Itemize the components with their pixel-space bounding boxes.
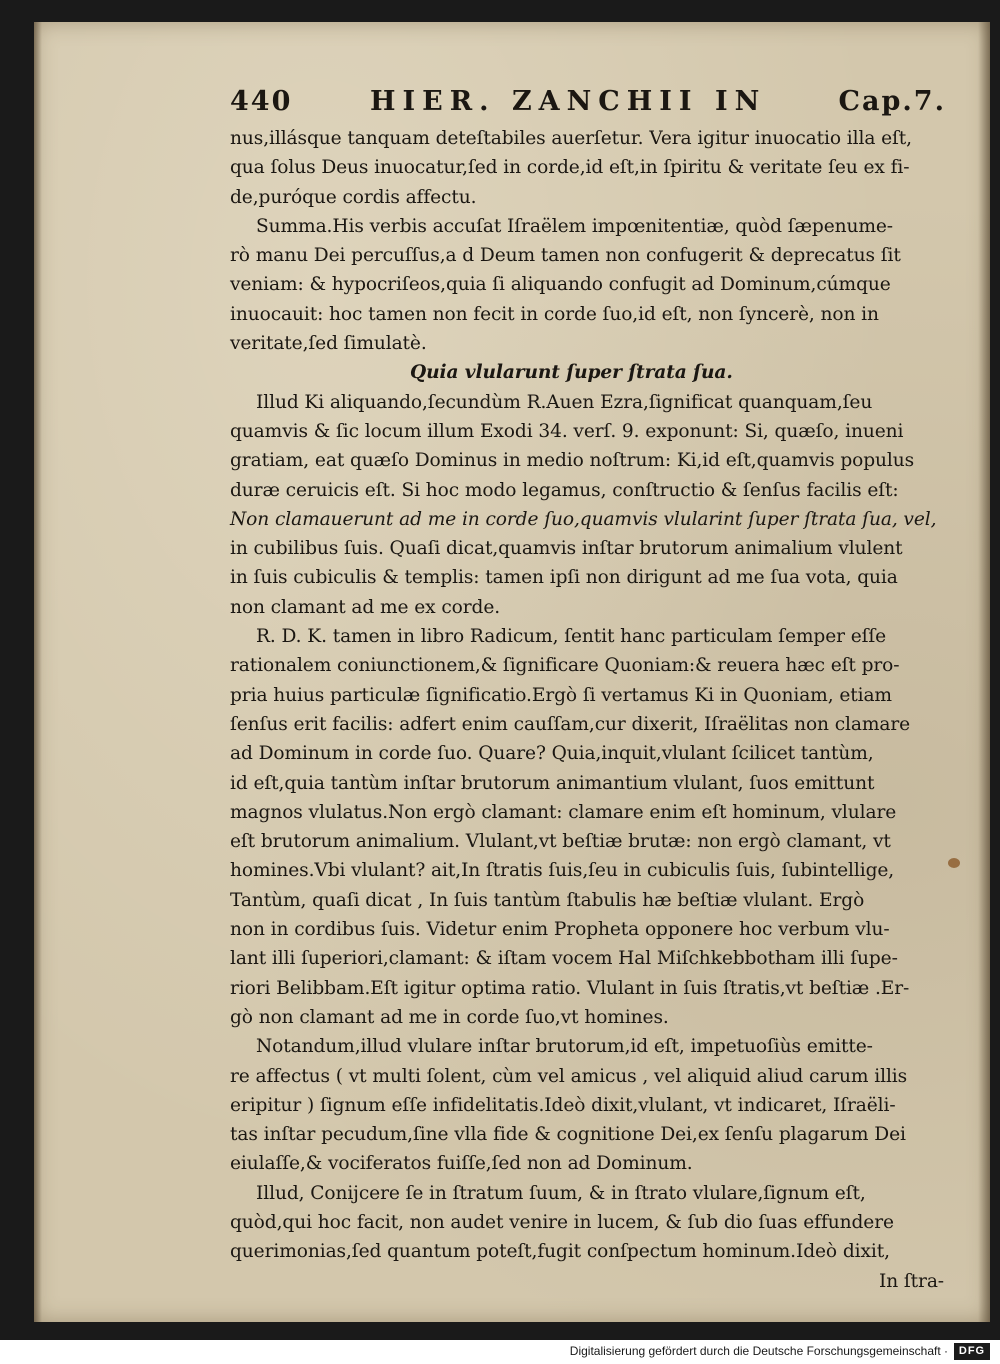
body-text	[230, 124, 950, 1296]
text-line: Illud, Conijcere ſe in ſtratum ſuum, & in ſtrato vlulare,ſignum eſt,	[256, 1182, 866, 1204]
text-line: duræ ceruicis eſt. Si hoc modo legamus, conſtructio & ſenſus facilis eſt:	[230, 479, 899, 501]
text-line: non clamant ad me ex corde.	[230, 596, 501, 618]
text-line: de,puróque cordis affectu.	[230, 186, 477, 208]
running-title: HIER. ZANCHII IN	[370, 86, 767, 117]
text-line: homines.Vbi vlulant? ait,In ſtratis ſuis,ſeu in cubiculis ſuis, ſubintellige,	[230, 860, 895, 882]
text-line: qua ſolus Deus inuocatur,ſed in corde,id eſt,in ſpiritu & veritate ſeu ex fi-	[230, 157, 910, 179]
page-edge-shadow	[978, 22, 990, 1322]
text-line: veniam: & hypocriſeos,quia ſi aliquando confugit ad Dominum,cúmque	[230, 274, 891, 296]
text-line: inuocauit: hoc tamen non fecit in corde ſuo,id eſt, non ſyncerè, non in	[230, 303, 879, 325]
text-line: gò non clamant ad me in corde ſuo,vt homines.	[230, 1006, 669, 1028]
text-line: id eſt,quia tantùm inſtar brutorum animantium vlulant, ſuos emittunt	[230, 772, 875, 794]
chapter-label: Cap.7.	[838, 86, 946, 117]
text-line: R. D. K. tamen in libro Radicum, ſentit hanc particulam ſemper eſſe	[256, 626, 887, 648]
text-line: Summa.His verbis accuſat Iſraëlem impœnitentiæ, quòd ſæpenume-	[256, 215, 893, 237]
text-line: re affectus ( vt multi ſolent, cùm vel amicus , vel aliquid aliud carum illis	[230, 1065, 908, 1087]
text-line: rationalem coniunctionem,& ſignificare Quoniam:& reuera hæc eſt pro-	[230, 655, 900, 677]
text-line: eripitur ) ſignum eſſe infidelitatis.Ideò dixit,vlulant, vt indicaret, Iſraëli-	[230, 1094, 896, 1116]
text-line: querimonias,ſed quantum poteſt,fugit conſpectum hominum.Ideò dixit,	[230, 1241, 890, 1263]
text-line: gratiam, eat quæſo Dominus in medio noſtrum: Ki,id eſt,quamvis populus	[230, 450, 915, 472]
text-line: Notandum,illud vlulare inſtar brutorum,id eſt, impetuoſiùs emitte-	[256, 1036, 873, 1058]
text-line: ſenſus erit facilis: adfert enim cauſſam,cur dixerit, Iſraëlitas non clamare	[230, 713, 911, 735]
page-gutter-shadow	[34, 22, 42, 1322]
text-line: Tantùm, quaſi dicat , In ſuis tantùm ſtabulis hæ beſtiæ vlulant. Ergò	[230, 889, 865, 911]
funding-credit: Digitalisierung gefördert durch die Deutsche Forschungsgemeinschaft ·	[569, 1344, 948, 1358]
text-line: eiulaſſe,& vociferatos fuiſſe,ſed non ad Dominum.	[230, 1153, 693, 1175]
dfg-logo[interactable]: DFG	[954, 1343, 990, 1360]
text-line: Illud Ki aliquando,ſecundùm R.Auen Ezra,ſignificat quanquam,ſeu	[256, 391, 873, 413]
text-line: quòd,qui hoc facit, non audet venire in lucem, & ſub dio ſuas effundere	[230, 1211, 894, 1233]
text-line: quamvis & ſic locum illum Exodi 34. verſ. 9. exponunt: Si, quæſo, inueni	[230, 420, 904, 442]
text-line: rò manu Dei percuſſus,a d Deum tamen non confugerit & deprecatus ſit	[230, 245, 901, 267]
text-line: veritate,ſed ſimulatè.	[230, 333, 427, 355]
running-head	[230, 86, 950, 124]
ink-blot	[948, 858, 960, 868]
text-line: in ſuis cubiculis & templis: tamen ipſi non dirigunt ad me ſua vota, quia	[230, 567, 898, 589]
text-line: magnos vlulatus.Non ergò clamant: clamare enim eſt hominum, vlulare	[230, 801, 897, 823]
text-line: Non clamauerunt ad me in corde ſuo,quamvis vlularint ſuper ſtrata ſua, vel,	[230, 508, 937, 530]
text-line: eſt brutorum animalium. Vlulant,vt beſtiæ brutæ: non ergò clamant, vt	[230, 831, 891, 853]
footer-bar	[0, 1340, 1000, 1364]
text-line: pria huius particulæ ſignificatio.Ergò ſi vertamus Ki in Quoniam, etiam	[230, 684, 892, 706]
text-line: tas inſtar pecudum,ſine vlla fide & cognitione Dei,ex ſenſu plagarum Dei	[230, 1124, 906, 1146]
text-line: in cubilibus ſuis. Quaſi dicat,quamvis inſtar brutorum animalium vlulent	[230, 538, 903, 560]
text-line: ad Dominum in corde ſuo. Quare? Quia,inquit,vlulant ſcilicet tantùm,	[230, 743, 874, 765]
page-text-block	[230, 86, 950, 1296]
text-line: non in cordibus ſuis. Videtur enim Propheta opponere hoc verbum vlu-	[230, 919, 890, 941]
page-number: 440	[230, 86, 293, 117]
text-line: riori Belibbam.Eſt igitur optima ratio. Vlulant in ſuis ſtratis,vt beſtiæ .Er-	[230, 977, 910, 999]
text-line: nus,illásque tanquam deteſtabiles auerſetur. Vera igitur inuocatio illa eſt,	[230, 128, 912, 149]
section-heading: Quia vlularunt ſuper ſtrata ſua.	[410, 362, 733, 384]
text-line: lant illi ſuperiori,clamant: & iſtam vocem Hal Miſchkebbotham illi ſupe-	[230, 948, 898, 970]
catchword: In ſtra-	[878, 1270, 944, 1292]
